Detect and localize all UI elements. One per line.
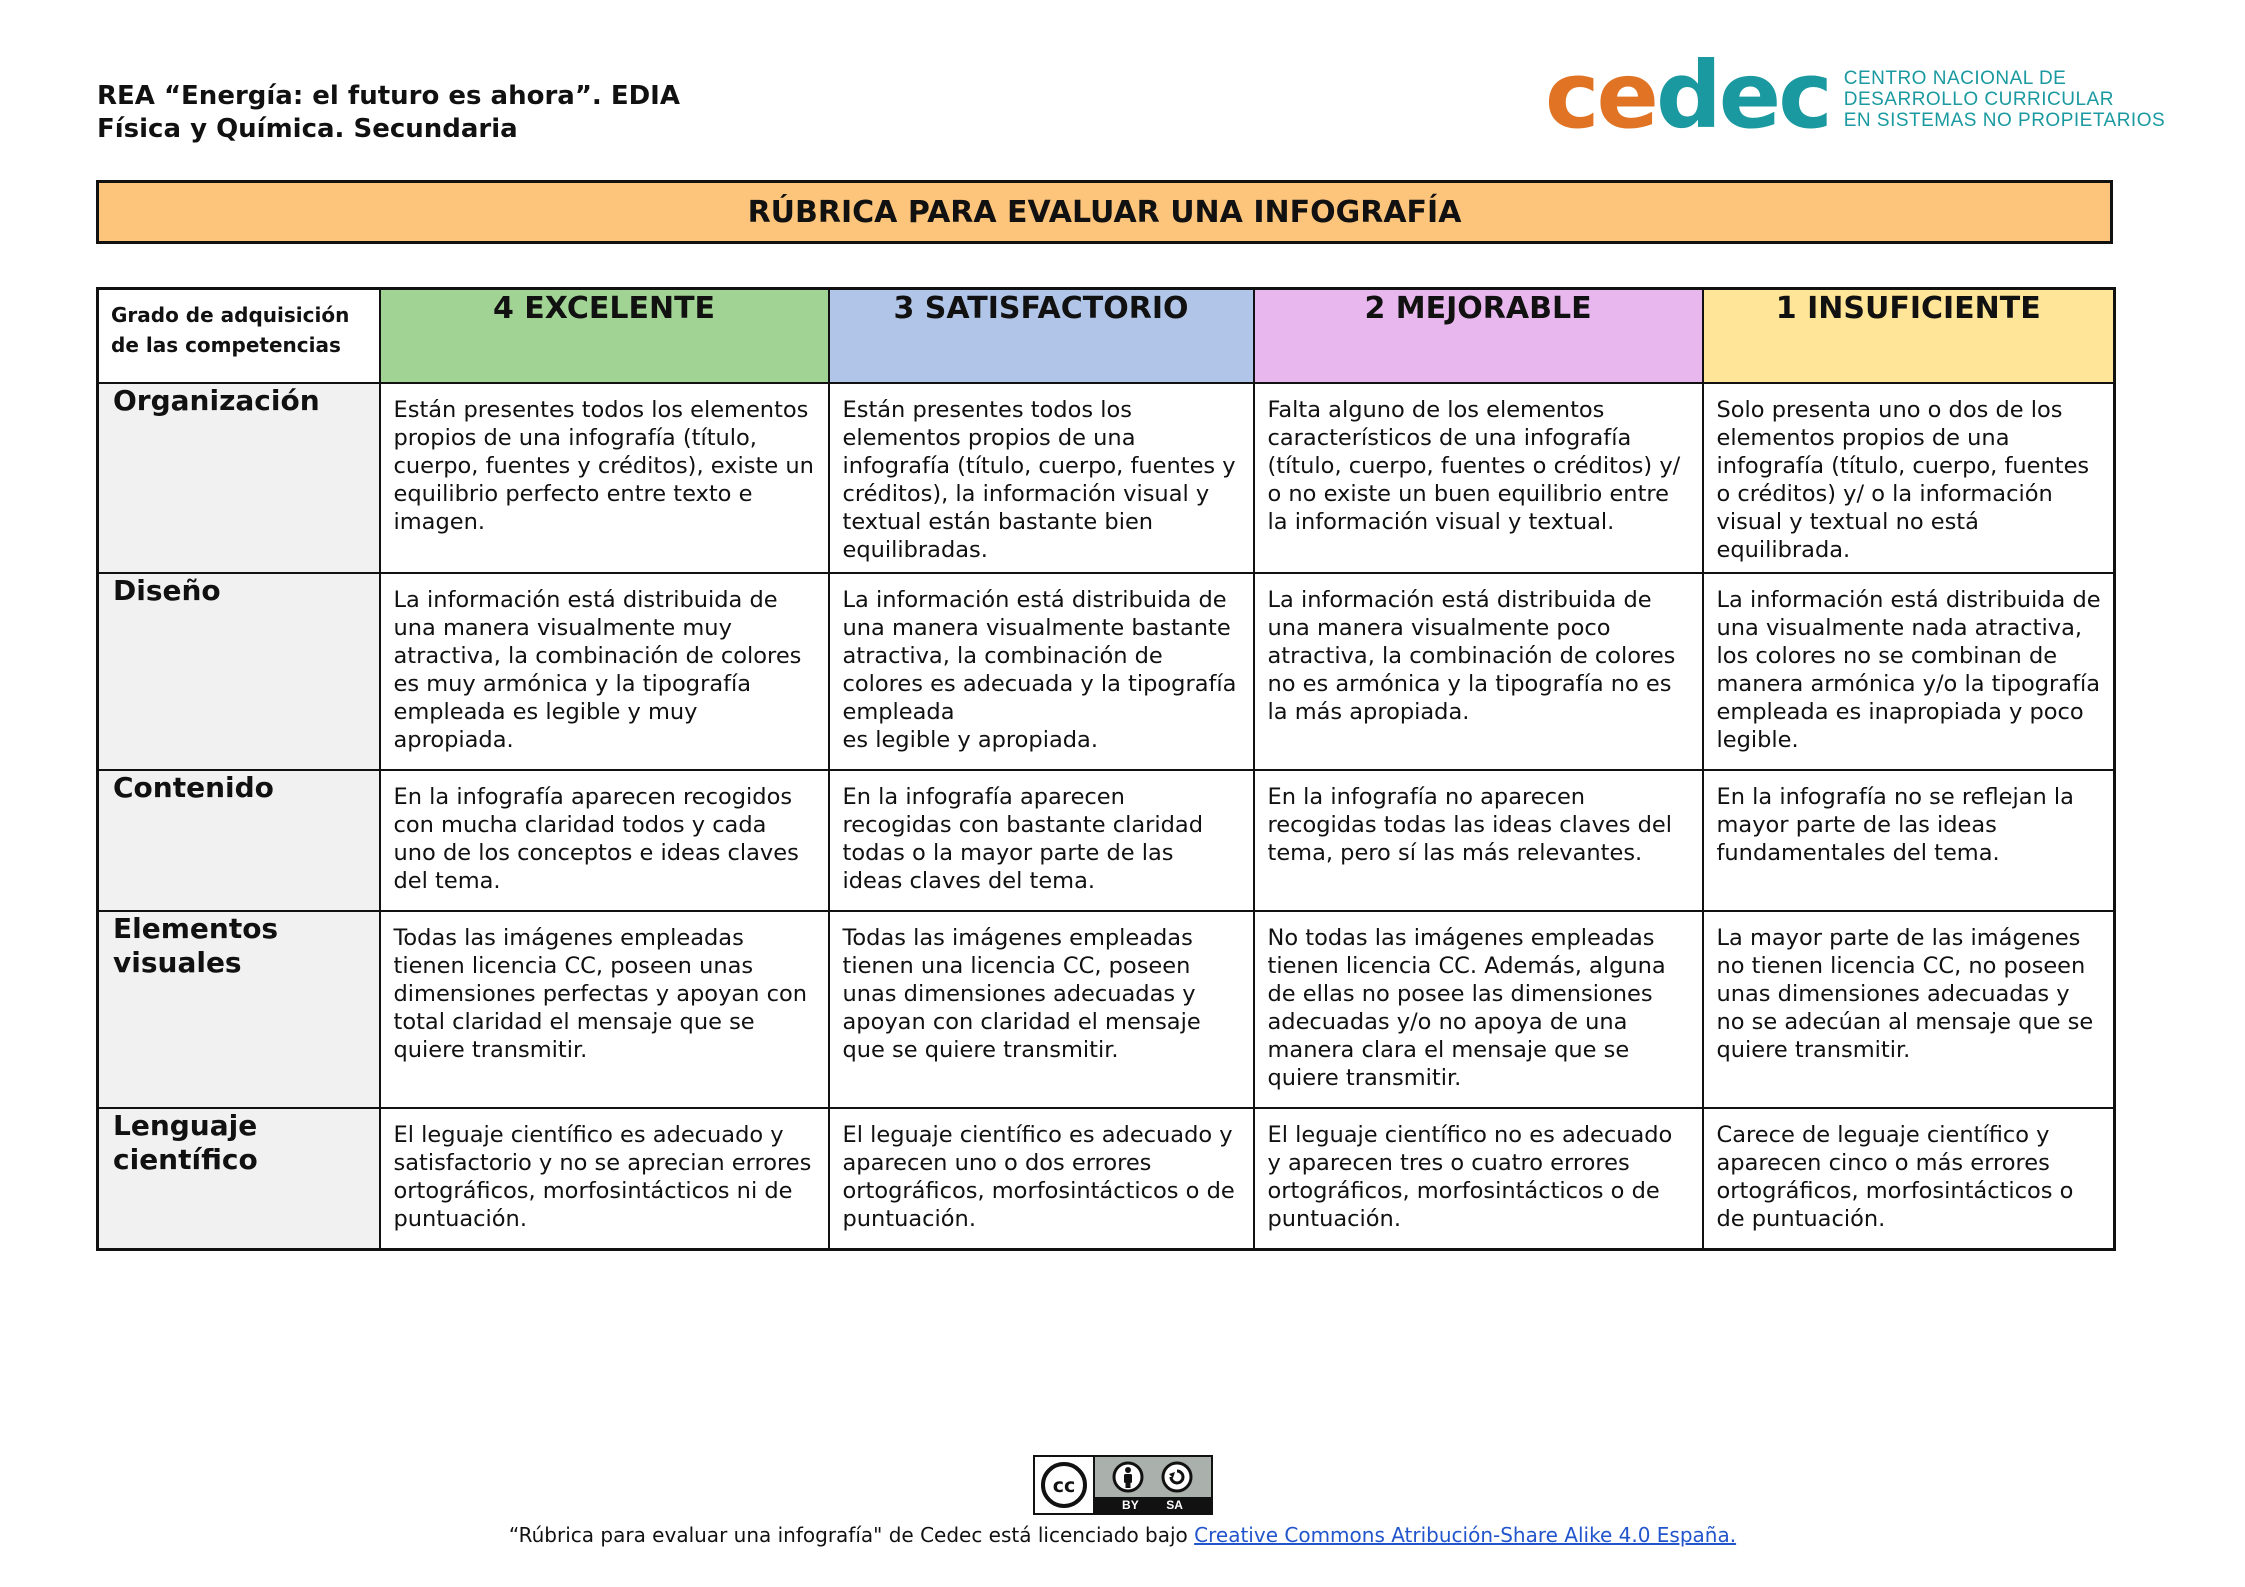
table-cell: Están presentes todos los elementos propios de una infografía (título, cuerpo, fuentes y créditos), existe un equilibrio perfecto entre texto e imagen. [380, 383, 829, 573]
cc-license-icons [1095, 1457, 1211, 1513]
table-cell: En la infografía aparecen recogidas con bastante claridad todas o la mayor parte de las ideas claves del tema. [829, 770, 1254, 911]
level-header-excelente: 4 EXCELENTE [380, 289, 829, 384]
cc-logo-icon [1035, 1457, 1095, 1513]
svg-text:cc: cc [1052, 1475, 1075, 1497]
level-header-mejorable: 2 MEJORABLE [1254, 289, 1703, 384]
logo-subtitle-line-1: CENTRO NACIONAL DE [1843, 68, 2067, 89]
table-cell: Solo presenta uno o dos de los elementos propios de una infografía (título, cuerpo, fuentes o créditos) y/ o la información visual y textual no está equilibrada. [1703, 383, 2115, 573]
document-header [97, 80, 680, 146]
header-line-2: Física y Química. Secundaria [97, 114, 518, 144]
table-cell: Carece de leguaje científico y aparecen cinco o más errores ortográficos, morfosintácticos o de puntuación. [1703, 1108, 2115, 1249]
cc-by-label: BY [1122, 1498, 1139, 1512]
table-cell: El leguaje científico es adecuado y aparecen uno o dos errores ortográficos, morfosintácticos o de puntuación. [829, 1108, 1254, 1249]
table-row [98, 770, 2115, 911]
table-cell: En la infografía aparecen recogidos con mucha claridad todos y cada uno de los conceptos e ideas claves del tema. [380, 770, 829, 911]
table-cell: La información está distribuida de una visualmente nada atractiva, los colores no se combinan de manera armónica y/o la tipografía empleada es inapropiada y poco legible. [1703, 573, 2115, 770]
table-cell: El leguaje científico es adecuado y satisfactorio y no se aprecian errores ortográficos, morfosintácticos ni de puntuación. [380, 1108, 829, 1249]
cedec-logo [1545, 42, 2166, 149]
table-cell: No todas las imágenes empleadas tienen licencia CC. Además, alguna de ellas no posee las dimensiones adecuadas y/o no apoya de una manera clara el mensaje que se quiere transmitir. [1254, 911, 1703, 1108]
criterion-elementos-visuales: Elementos visuales [98, 911, 380, 1108]
table-cell: La información está distribuida de una manera visualmente muy atractiva, la combinación de colores es muy armónica y la tipografía empleada es legible y muy apropiada. [380, 573, 829, 770]
cc-label-strip [1095, 1497, 1211, 1513]
criterion-organizacion: Organización [98, 383, 380, 573]
table-row [98, 911, 2115, 1108]
table-cell: En la infografía no se reflejan la mayor parte de las ideas fundamentales del tema. [1703, 770, 2115, 911]
cc-sa-label: SA [1166, 1498, 1183, 1512]
table-cell: La información está distribuida de una manera visualmente poco atractiva, la combinación de colores no es armónica y la tipografía no es la más apropiada. [1254, 573, 1703, 770]
license-link[interactable]: Creative Commons Atribución-Share Alike 4.0 España. [1194, 1523, 1737, 1547]
table-row [98, 1108, 2115, 1249]
table-row [98, 383, 2115, 573]
rubric-table [96, 287, 2116, 1251]
table-cell: Todas las imágenes empleadas tienen una licencia CC, poseen unas dimensiones adecuadas y apoyan con claridad el mensaje que se quiere transmitir. [829, 911, 1254, 1108]
license-credit [0, 1523, 2245, 1547]
table-cell: En la infografía no aparecen recogidas todas las ideas claves del tema, pero sí las más relevantes. [1254, 770, 1703, 911]
logo-subtitle-line-3: EN SISTEMAS NO PROPIETARIOS [1843, 110, 2166, 131]
rubric-title: RÚBRICA PARA EVALUAR UNA INFOGRAFÍA [96, 180, 2113, 244]
logo-word-ce: ce [1545, 42, 1656, 149]
credit-text: “Rúbrica para evaluar una infografía" de Cedec está licenciado bajo [508, 1523, 1195, 1547]
table-cell: La información está distribuida de una manera visualmente bastante atractiva, la combinación de colores es adecuada y la tipografía empleada es legible y apropiada. [829, 573, 1254, 770]
logo-word-dec: dec [1655, 42, 1830, 149]
table-cell: Falta alguno de los elementos característicos de una infografía (título, cuerpo, fuentes o créditos) y/ o no existe un buen equilibrio entre la información visual y textual. [1254, 383, 1703, 573]
table-cell: La mayor parte de las imágenes no tienen licencia CC, no poseen unas dimensiones adecuadas y no se adecúan al mensaje que se quiere transmitir. [1703, 911, 2115, 1108]
table-cell: Están presentes todos los elementos propios de una infografía (título, cuerpo, fuentes y créditos), la información visual y textual están bastante bien equilibradas. [829, 383, 1254, 573]
level-header-satisfactorio: 3 SATISFACTORIO [829, 289, 1254, 384]
table-row [98, 573, 2115, 770]
cc-by-sa-badge[interactable] [1033, 1455, 1213, 1515]
logo-subtitle-line-2: DESARROLLO CURRICULAR [1843, 89, 2114, 110]
criterion-lenguaje-cientifico: Lenguaje científico [98, 1108, 380, 1249]
table-cell: Todas las imágenes empleadas tienen licencia CC, poseen unas dimensiones perfectas y apoyan con total claridad el mensaje que se quiere transmitir. [380, 911, 829, 1108]
share-alike-icon [1161, 1461, 1193, 1493]
logo-wordmark [1545, 42, 1830, 149]
by-person-icon [1112, 1461, 1144, 1493]
table-cell: El leguaje científico no es adecuado y aparecen tres o cuatro errores ortográficos, morfosintácticos o de puntuación. [1254, 1108, 1703, 1249]
level-header-row [98, 289, 2115, 384]
header-line-1: REA “Energía: el futuro es ahora”. EDIA [97, 81, 680, 111]
level-header-insuficiente: 1 INSUFICIENTE [1703, 289, 2115, 384]
license-footer [0, 1455, 2245, 1547]
criterion-contenido: Contenido [98, 770, 380, 911]
logo-subtitle [1844, 68, 2165, 131]
criterion-diseno: Diseño [98, 573, 380, 770]
corner-header: Grado de adquisición de las competencias [98, 289, 380, 384]
